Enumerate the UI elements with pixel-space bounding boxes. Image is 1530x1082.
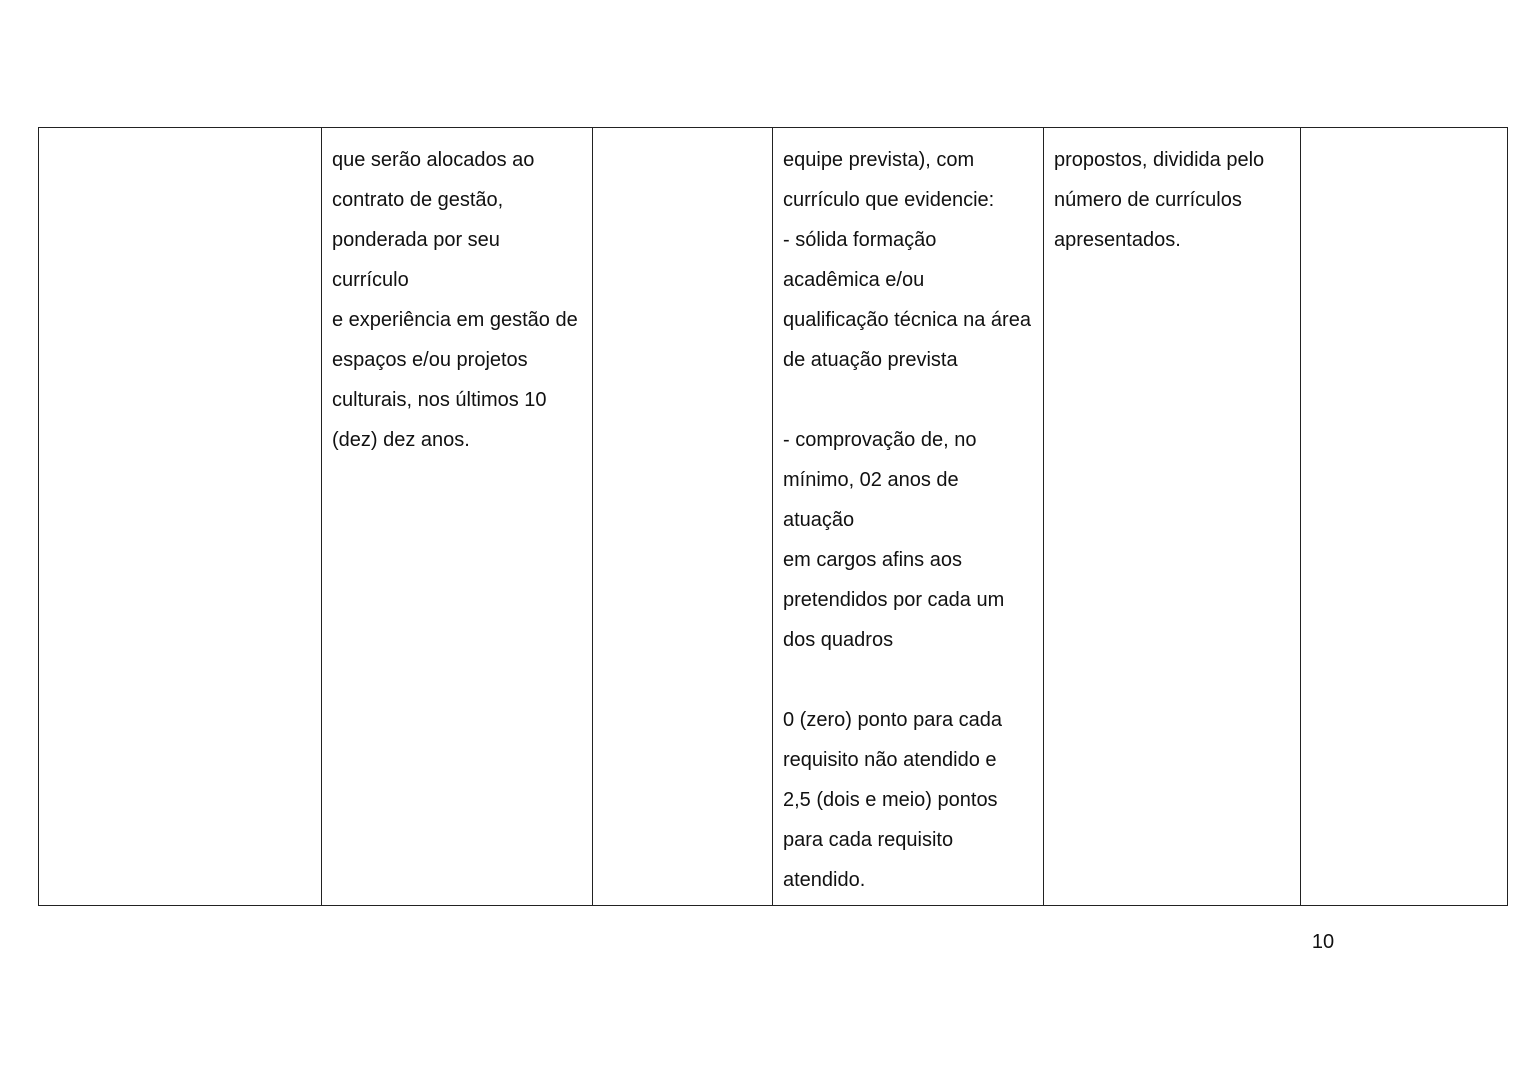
table-cell-col6: [1301, 128, 1508, 906]
criteria-table: [38, 127, 1508, 906]
table-cell-col3: [593, 128, 773, 906]
page-number: 10: [1311, 931, 1335, 953]
table-cell-col5: propostos, dividida pelo número de currículos apresentados.: [1044, 128, 1301, 906]
table-row: [39, 128, 1508, 906]
table-cell-col4: equipe prevista), com currículo que evidencie: - sólida formação acadêmica e/ou qualificação técnica na área de atuação prevista - comprovação de, no mínimo, 02 anos de atuação em cargos afins aos pretendidos por cada um dos quadros 0 (zero) ponto para cada requisito não atendido e 2,5 (dois e meio) pontos para cada requisito atendido.: [773, 128, 1044, 906]
table-cell-col2: que serão alocados ao contrato de gestão, ponderada por seu currículo e experiência em gestão de espaços e/ou projetos culturais, nos últimos 10 (dez) dez anos.: [322, 128, 593, 906]
table-cell-col1: [39, 128, 322, 906]
